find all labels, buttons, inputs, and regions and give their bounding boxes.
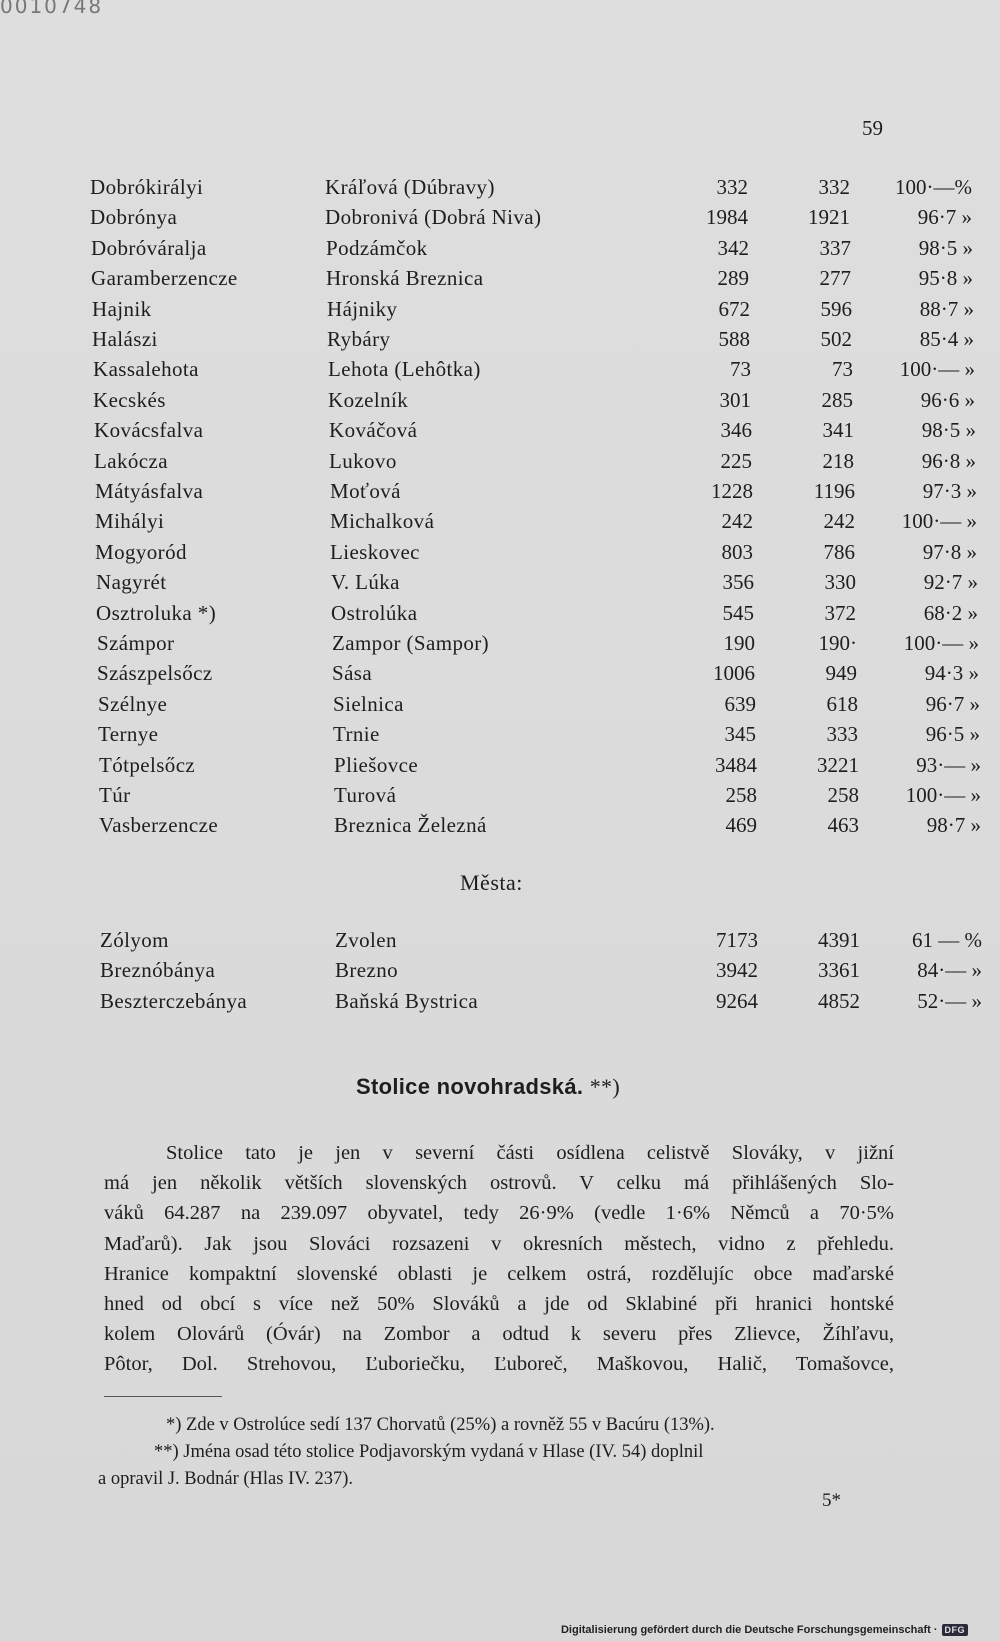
table-row [99,780,999,810]
slovak-population: 333 [826,722,858,747]
slovak-population: 4852 [818,988,860,1013]
total-population: 469 [725,813,757,838]
digitization-credit [561,1624,968,1636]
section-title-text: Stolice novohradská. [356,1074,584,1099]
table-row [100,925,1000,955]
footnote-1: *) Zde v Ostrolúce sedí 137 Chorvatů (25%) a rovněž 55 v Bacúru (13%). [166,1415,715,1435]
table-row [91,263,991,293]
table-row [90,202,990,232]
total-population: 9264 [716,988,758,1013]
slovak-population: 786 [823,539,855,564]
total-population: 73 [730,357,751,382]
slovak-population: 949 [825,661,857,686]
top-cut-text: 0010748 [0,0,104,18]
hungarian-name: Hajnik [92,296,152,321]
slovak-population: 330 [824,570,856,595]
slovak-population: 190· [818,631,857,655]
slovak-percent: 100·—% [895,175,972,199]
hungarian-name: Túr [99,783,131,807]
slovak-percent: 96·6 » [920,387,975,412]
slovak-name: Rybáry [327,327,391,351]
slovak-percent: 92·7 » [923,570,978,595]
total-population: 7173 [716,928,758,952]
slovak-population: 463 [827,813,859,838]
slovak-population: 3221 [817,752,859,777]
credit-text: Digitalisierung gefördert durch die Deutsche Forschungsgemeinschaft · [560,1624,938,1636]
slovak-population: 502 [820,327,852,351]
section-title [356,1074,620,1100]
table-row [97,628,997,658]
table-row [93,354,993,384]
slovak-name: Sása [332,661,373,686]
hungarian-name: Szászpelsőcz [97,661,213,686]
slovak-name: Baňská Bystrica [335,988,479,1013]
slovak-percent: 84·— » [917,958,982,983]
hungarian-name: Halászi [92,327,158,351]
table-row [98,719,998,749]
slovak-name: Kozelník [328,387,409,412]
total-population: 289 [717,266,749,291]
table-row [96,598,996,628]
slovak-name: Trnie [333,722,380,747]
slovak-name: Pliešovce [334,752,419,777]
table-row [94,415,994,445]
slovak-percent: 100·— » [905,783,981,807]
hungarian-name: Dobróváralja [91,235,207,260]
total-population: 332 [716,175,748,199]
hungarian-name: Lakócza [94,448,168,473]
slovak-percent: 96·7 » [925,691,980,716]
slovak-name: Turová [334,783,397,807]
total-population: 545 [722,600,754,625]
slovak-name: Lehota (Lehôtka) [328,357,481,382]
table-row [100,955,1000,985]
body-paragraph [104,1138,894,1380]
slovak-percent: 68·2 » [923,600,978,625]
towns-heading: Města: [460,870,523,895]
paragraph-line: váků 64.287 na 239.097 obyvatel, tedy 26·9% (vedle 1·6% Němců a 70·5% [104,1202,894,1225]
table-row [90,172,990,202]
total-population: 356 [722,570,754,595]
slovak-population: 285 [821,387,853,412]
slovak-population: 242 [823,509,855,534]
slovak-name: Ostrolúka [331,600,418,625]
table-row [99,810,999,840]
table-row [95,476,995,506]
hungarian-name: Zólyom [100,928,169,952]
total-population: 803 [721,539,753,564]
table-row [98,689,998,719]
total-population: 672 [718,296,750,321]
slovak-percent: 97·8 » [922,539,977,564]
slovak-population: 277 [819,266,851,291]
slovak-percent: 100·— » [901,509,977,534]
hungarian-name: Dobrónya [90,205,178,230]
paragraph-line: Pôtor, Dol. Strehovou, Ľuboriečku, Ľuboreč, Maškovou, Halič, Tomašovce, [104,1353,894,1376]
slovak-percent: 88·7 » [919,296,974,321]
slovak-percent: 61 — % [912,928,982,952]
table-row [100,986,1000,1016]
slovak-name: V. Lúka [331,570,400,595]
table-row [95,537,995,567]
total-population: 639 [724,691,756,716]
total-population: 3942 [716,958,758,983]
slovak-population: 1921 [808,205,850,230]
slovak-population: 372 [824,600,856,625]
table-row [99,750,999,780]
total-population: 301 [719,387,751,412]
total-population: 346 [720,418,752,443]
hungarian-name: Kassalehota [93,357,199,382]
total-population: 345 [724,722,756,747]
slovak-percent: 98·5 » [918,235,973,260]
table-row [91,233,991,263]
hungarian-name: Ternye [98,722,159,747]
slovak-percent: 98·7 » [926,813,981,838]
paragraph-line: kolem Olovárů (Óvár) na Zombor a odtud k severu přes Zlievce, Žíhľavu, [104,1323,894,1346]
section-title-footnote-mark: **) [589,1074,620,1099]
slovak-name: Dobronivá (Dobrá Niva) [325,205,542,230]
table-row [92,294,992,324]
slovak-name: Zvolen [335,928,397,952]
slovak-population: 3361 [818,958,860,983]
slovak-percent: 85·4 » [919,327,974,351]
slovak-percent: 96·8 » [921,448,976,473]
hungarian-name: Tótpelsőcz [99,752,196,777]
total-population: 1006 [713,661,755,686]
slovak-name: Brezno [335,958,399,983]
slovak-percent: 97·3 » [922,479,977,503]
hungarian-name: Mihályi [95,509,165,534]
slovak-population: 1196 [813,479,855,503]
slovak-population: 73 [832,357,853,382]
slovak-percent: 96·7 » [917,205,972,230]
slovak-percent: 93·— » [916,752,981,777]
paragraph-line: Maďarů). Jak jsou Slováci rozsazeni v okresních městech, vidno z přehledu. [104,1232,894,1255]
slovak-name: Kováčová [329,418,418,443]
total-population: 588 [718,327,750,351]
page-number: 59 [862,116,883,140]
total-population: 342 [717,235,749,260]
slovak-name: Zampor (Sampor) [332,631,490,655]
hungarian-name: Nagyrét [96,570,167,595]
footnote-2-continued: a opravil J. Bodnár (Hlas IV. 237). [98,1469,354,1489]
paragraph-line: má jen několik větších slovenských ostrovů. V celku má přihlášených Slo- [104,1172,894,1195]
slovak-percent: 96·5 » [925,722,980,747]
total-population: 1228 [711,479,753,503]
total-population: 242 [721,509,753,534]
total-population: 258 [725,783,757,807]
table-row [96,567,996,597]
slovak-population: 596 [820,296,852,321]
total-population: 1984 [706,205,748,230]
slovak-name: Hájniky [327,296,398,321]
hungarian-name: Beszterczebánya [100,988,248,1013]
slovak-name: Michalková [330,509,435,534]
table-row [94,446,994,476]
hungarian-name: Dobrókirályi [90,175,204,199]
hungarian-name: Számpor [97,631,175,655]
table-row [93,385,993,415]
slovak-population: 618 [826,691,858,716]
hungarian-name: Vasberzencze [99,813,219,838]
hungarian-name: Szélnye [98,691,168,716]
paragraph-line: hned od obcí s více než 50% Slováků a jde od Sklabiné při hranici hontské [104,1292,894,1315]
table-row [97,658,997,688]
table-row [95,506,995,536]
footnote-2: **) Jména osad této stolice Podjavorským vydaná v Hlase (IV. 54) doplnil [154,1442,704,1462]
signature-mark: 5* [822,1490,841,1511]
slovak-percent: 100·— » [899,357,975,382]
slovak-percent: 100·— » [903,631,979,655]
hungarian-name: Mátyásfalva [95,479,204,503]
slovak-name: Kráľová (Dúbravy) [325,175,495,199]
slovak-population: 341 [822,418,854,443]
hungarian-name: Kovácsfalva [94,418,204,443]
hungarian-name: Kecskés [93,387,166,412]
table-row [92,324,992,354]
slovak-percent: 94·3 » [924,661,979,686]
slovak-name: Hronská Breznica [326,266,484,291]
total-population: 190 [723,631,755,655]
slovak-percent: 52·— » [917,988,982,1013]
total-population: 3484 [715,752,757,777]
slovak-name: Sielnica [333,691,404,716]
slovak-name: Lukovo [329,448,397,473]
slovak-name: Breznica Železná [334,813,487,838]
paragraph-line: Hranice kompaktní slovenské oblasti je celkem ostrá, rozdělujíc obce maďarské [104,1262,894,1285]
hungarian-name: Breznóbánya [100,958,216,983]
slovak-population: 332 [818,175,850,199]
dfg-logo-icon: DFG [942,1624,969,1636]
slovak-percent: 98·5 » [921,418,976,443]
slovak-population: 218 [822,448,854,473]
hungarian-name: Osztroluka *) [96,600,217,625]
slovak-population: 258 [827,783,859,807]
slovak-percent: 95·8 » [918,266,973,291]
slovak-name: Podzámčok [326,235,428,260]
slovak-population: 337 [819,235,851,260]
slovak-name: Lieskovec [330,539,420,564]
hungarian-name: Garamberzencze [91,266,238,291]
hungarian-name: Mogyoród [95,539,187,564]
total-population: 225 [720,448,752,473]
slovak-population: 4391 [818,928,860,952]
footnote-rule [104,1396,222,1397]
paragraph-line: Stolice tato je jen v severní části osídlena celistvě Slováky, v jižní [166,1142,894,1164]
slovak-name: Moťová [330,479,401,503]
